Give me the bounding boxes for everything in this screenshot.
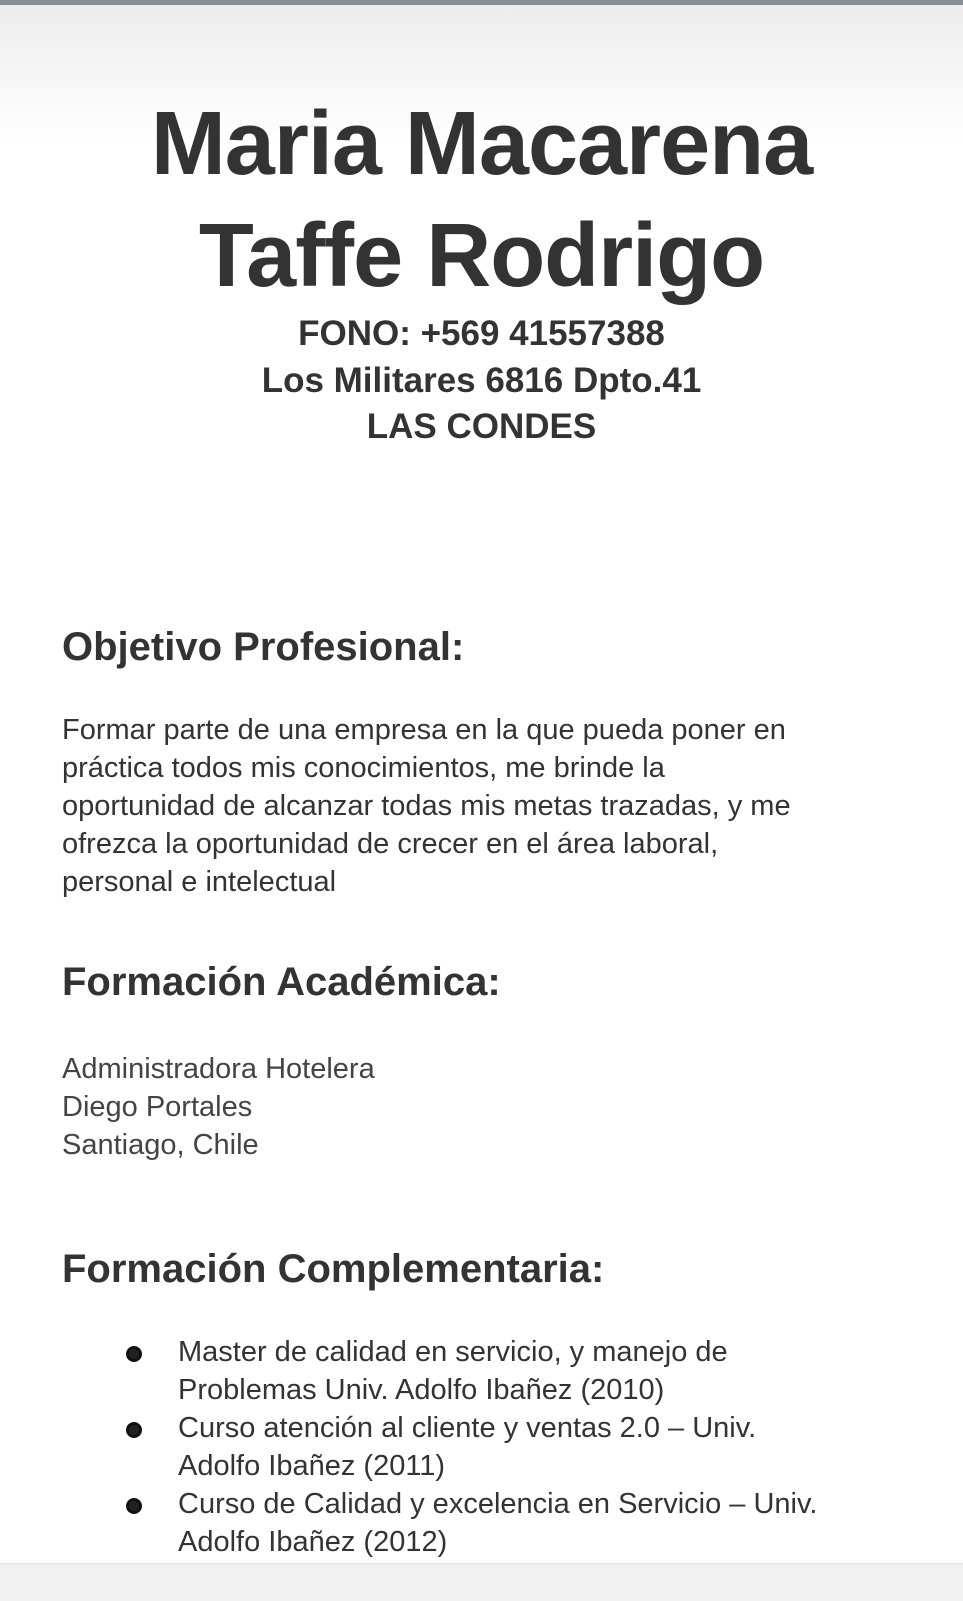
bullet-icon [126, 1422, 142, 1438]
list-item [0, 1485, 963, 1561]
phone-number: FONO: +569 41557388 [298, 314, 665, 353]
institution: Diego Portales [62, 1091, 253, 1123]
candidate-name-line2: Taffe Rodrigo [198, 206, 765, 306]
address: Los Militares 6816 Dpto.41 [261, 361, 702, 400]
list-item [0, 1409, 963, 1485]
objective-line: práctica todos mis conocimientos, me brinde la [62, 752, 665, 784]
complementary-heading: Formación Complementaria: [62, 1247, 605, 1291]
objective-line: ofrezca la oportunidad de crecer en el área laboral, [62, 828, 719, 860]
candidate-name-line1: Maria Macarena [150, 94, 813, 194]
list-item [0, 1333, 963, 1409]
complementary-list [0, 1333, 963, 1561]
list-item-line: Adolfo Ibañez (2011) [178, 1450, 446, 1482]
objective-line: Formar parte de una empresa en la que pueda poner en [62, 714, 786, 746]
bullet-icon [126, 1498, 142, 1514]
academic-heading: Formación Académica: [62, 960, 501, 1004]
objective-text [62, 711, 942, 901]
list-item-line: Adolfo Ibañez (2012) [178, 1526, 448, 1558]
objective-line: oportunidad de alcanzar todas mis metas trazadas, y me [62, 790, 791, 822]
objective-heading: Objetivo Profesional: [62, 625, 465, 669]
list-item-line: Curso atención al cliente y ventas 2.0 – Univ. [178, 1412, 757, 1444]
bullet-icon [126, 1346, 142, 1362]
list-item-line: Problemas Univ. Adolfo Ibañez (2010) [178, 1374, 665, 1406]
degree: Administradora Hotelera [62, 1053, 375, 1085]
list-item-line: Curso de Calidad y excelencia en Servicio – Univ. [178, 1488, 818, 1520]
list-item-line: Master de calidad en servicio, y manejo de [178, 1336, 728, 1368]
commune: LAS CONDES [366, 407, 597, 446]
location: Santiago, Chile [62, 1129, 259, 1161]
bottom-bar [0, 1563, 963, 1601]
academic-details [62, 1050, 942, 1164]
objective-line: personal e intelectual [62, 866, 337, 898]
